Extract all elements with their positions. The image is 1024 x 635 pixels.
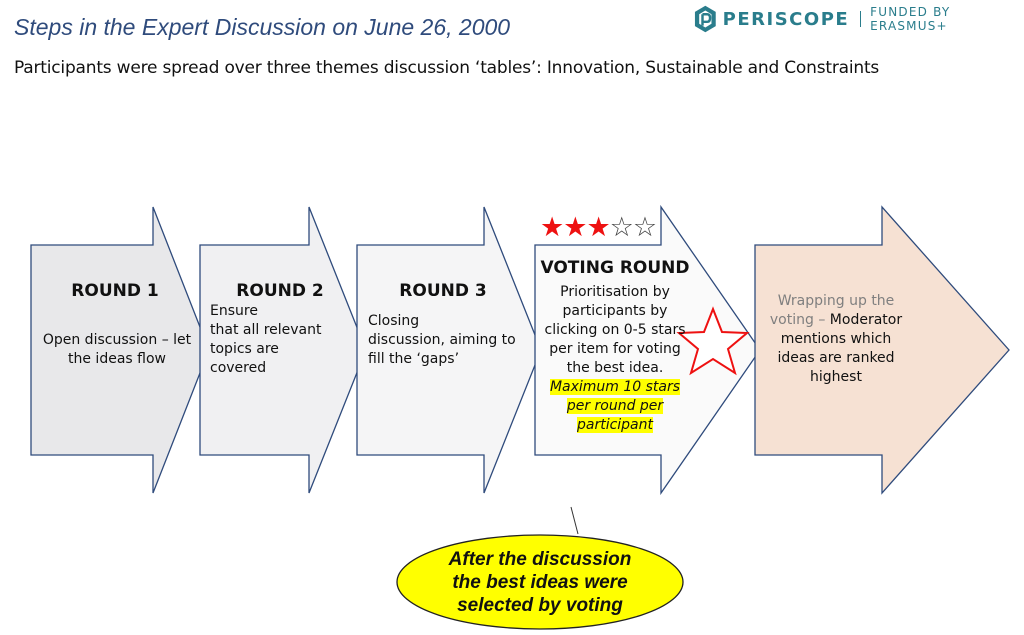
round-1-title: ROUND 1 (71, 281, 159, 301)
voting-limit-highlight: Maximum 10 stars (549, 379, 681, 395)
logo-funded-by: FUNDED BY ERASMUS+ (870, 5, 951, 33)
star-filled-icon: ★ (540, 212, 564, 242)
wrap-up-line: mentions which (780, 331, 892, 347)
wrap-up-line: Moderator (829, 312, 903, 328)
star-empty-icon: ☆ (609, 212, 633, 242)
round-3-text: Closing discussion, aiming to fill the ‘gaps’ (368, 313, 516, 367)
wrap-up-lead: Wrapping up the voting – (769, 293, 895, 328)
wrap-up-line: highest (810, 369, 862, 385)
wrap-up-text (765, 292, 907, 387)
page-subtitle: Participants were spread over three themes discussion ‘tables’: Innovation, Sustainable and Constraints (14, 58, 880, 78)
round-3-title: ROUND 3 (399, 281, 487, 301)
round-1-text: Open discussion – let the ideas flow (42, 332, 192, 367)
voting-round-title: VOTING ROUND (540, 258, 690, 278)
round-2-text: Ensure that all relevant topics are covered (210, 303, 322, 376)
callout-pointer (571, 507, 578, 534)
star-filled-icon: ★ (586, 212, 610, 242)
page-title: Steps in the Expert Discussion on June 26, 2000 (14, 14, 511, 40)
voting-limit-highlight: participant (576, 417, 653, 433)
voting-limit-highlight: per round per (566, 398, 664, 414)
star-empty-icon: ☆ (632, 212, 657, 242)
star-rating (540, 212, 656, 242)
callout-text: After the discussion the best ideas were selected by voting (448, 548, 632, 616)
round-2-title: ROUND 2 (236, 281, 324, 301)
wrap-up-line: ideas are ranked (777, 350, 895, 366)
star-filled-icon: ★ (563, 212, 587, 242)
logo-name: PERISCOPE (722, 8, 850, 30)
voting-round-text: Prioritisation by participants by clicking on 0-5 stars per item for voting the best idea. Maximum 10 stars per round per participant (544, 284, 686, 433)
